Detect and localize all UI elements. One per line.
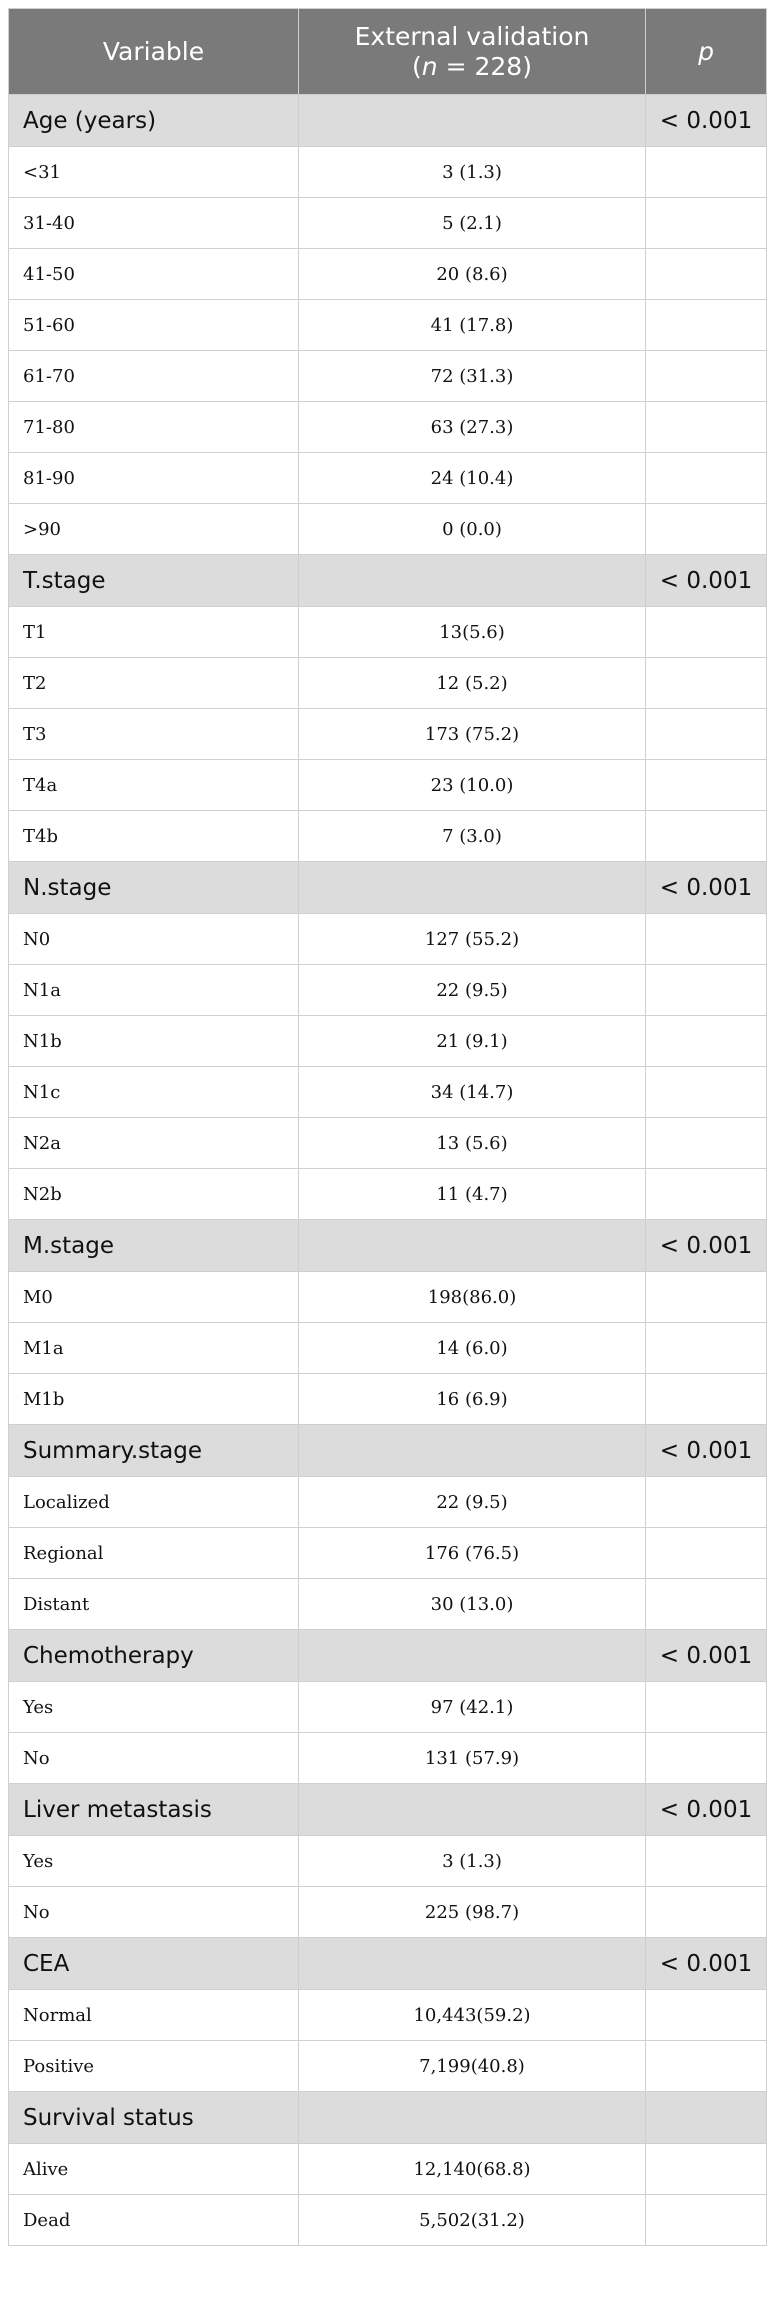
section-row: [9, 2092, 767, 2144]
section-label: M.stage: [9, 1220, 299, 1272]
section-p-value: < 0.001: [646, 1220, 767, 1272]
row-p-empty: [646, 147, 767, 198]
table-row: [9, 1733, 767, 1784]
section-label: Liver metastasis: [9, 1784, 299, 1836]
row-p-empty: [646, 1682, 767, 1733]
section-value-empty: [299, 862, 646, 914]
row-p-empty: [646, 1528, 767, 1579]
row-label: N1c: [9, 1067, 299, 1118]
row-label: 31-40: [9, 198, 299, 249]
table-row: [9, 709, 767, 760]
section-value-empty: [299, 1938, 646, 1990]
section-p-value: < 0.001: [646, 95, 767, 147]
table-row: [9, 914, 767, 965]
row-p-empty: [646, 351, 767, 402]
row-label: M1a: [9, 1323, 299, 1374]
table-row: [9, 147, 767, 198]
row-label: 41-50: [9, 249, 299, 300]
row-value: 7 (3.0): [299, 811, 646, 862]
row-p-empty: [646, 1323, 767, 1374]
table-row: [9, 1887, 767, 1938]
table-row: [9, 504, 767, 555]
row-value: 22 (9.5): [299, 1477, 646, 1528]
row-value: 173 (75.2): [299, 709, 646, 760]
row-label: T2: [9, 658, 299, 709]
section-value-empty: [299, 95, 646, 147]
section-label: N.stage: [9, 862, 299, 914]
row-label: M0: [9, 1272, 299, 1323]
row-value: 11 (4.7): [299, 1169, 646, 1220]
header-n-rest: = 228): [437, 51, 532, 81]
header-external-line1: External validation: [354, 21, 590, 51]
table-row: [9, 1067, 767, 1118]
row-p-empty: [646, 1272, 767, 1323]
row-p-empty: [646, 914, 767, 965]
row-p-empty: [646, 249, 767, 300]
row-p-empty: [646, 1374, 767, 1425]
row-p-empty: [646, 607, 767, 658]
table-row: [9, 2195, 767, 2246]
row-label: 81-90: [9, 453, 299, 504]
table-row: [9, 1528, 767, 1579]
row-label: M1b: [9, 1374, 299, 1425]
header-variable: Variable: [9, 9, 299, 95]
table-header: [9, 9, 767, 95]
row-value: 131 (57.9): [299, 1733, 646, 1784]
section-row: [9, 1425, 767, 1477]
row-p-empty: [646, 2195, 767, 2246]
section-value-empty: [299, 1425, 646, 1477]
row-label: Regional: [9, 1528, 299, 1579]
row-p-empty: [646, 709, 767, 760]
row-p-empty: [646, 2041, 767, 2092]
row-value: 10,443(59.2): [299, 1990, 646, 2041]
table-row: [9, 965, 767, 1016]
section-row: [9, 862, 767, 914]
section-label: Age (years): [9, 95, 299, 147]
table-row: [9, 1477, 767, 1528]
row-label: Yes: [9, 1836, 299, 1887]
table-row: [9, 1990, 767, 2041]
row-label: T1: [9, 607, 299, 658]
row-value: 24 (10.4): [299, 453, 646, 504]
section-row: [9, 555, 767, 607]
row-label: No: [9, 1887, 299, 1938]
row-p-empty: [646, 504, 767, 555]
section-row: [9, 1220, 767, 1272]
row-value: 12,140(68.8): [299, 2144, 646, 2195]
row-value: 5,502(31.2): [299, 2195, 646, 2246]
row-p-empty: [646, 811, 767, 862]
row-label: N2b: [9, 1169, 299, 1220]
row-value: 63 (27.3): [299, 402, 646, 453]
row-p-empty: [646, 1836, 767, 1887]
row-label: N0: [9, 914, 299, 965]
table-row: [9, 351, 767, 402]
row-value: 23 (10.0): [299, 760, 646, 811]
header-row: [9, 9, 767, 95]
table-row: [9, 658, 767, 709]
section-row: [9, 95, 767, 147]
row-label: Positive: [9, 2041, 299, 2092]
table-row: [9, 811, 767, 862]
section-label: Summary.stage: [9, 1425, 299, 1477]
row-p-empty: [646, 1887, 767, 1938]
row-label: <31: [9, 147, 299, 198]
section-label: T.stage: [9, 555, 299, 607]
table-row: [9, 1016, 767, 1067]
row-label: N1a: [9, 965, 299, 1016]
row-p-empty: [646, 1016, 767, 1067]
row-p-empty: [646, 402, 767, 453]
section-row: [9, 1784, 767, 1836]
row-label: Localized: [9, 1477, 299, 1528]
row-label: 71-80: [9, 402, 299, 453]
row-p-empty: [646, 2144, 767, 2195]
row-value: 72 (31.3): [299, 351, 646, 402]
section-value-empty: [299, 2092, 646, 2144]
row-p-empty: [646, 198, 767, 249]
section-p-value: < 0.001: [646, 1784, 767, 1836]
row-value: 0 (0.0): [299, 504, 646, 555]
table-row: [9, 198, 767, 249]
row-value: 7,199(40.8): [299, 2041, 646, 2092]
row-value: 127 (55.2): [299, 914, 646, 965]
header-p: p: [646, 9, 767, 95]
table-row: [9, 1579, 767, 1630]
section-p-value: [646, 2092, 767, 2144]
row-value: 16 (6.9): [299, 1374, 646, 1425]
table-row: [9, 1272, 767, 1323]
row-value: 198(86.0): [299, 1272, 646, 1323]
row-p-empty: [646, 453, 767, 504]
section-p-value: < 0.001: [646, 555, 767, 607]
table-container: [8, 8, 766, 2246]
section-p-value: < 0.001: [646, 1425, 767, 1477]
row-value: 20 (8.6): [299, 249, 646, 300]
row-p-empty: [646, 965, 767, 1016]
row-label: Dead: [9, 2195, 299, 2246]
row-value: 22 (9.5): [299, 965, 646, 1016]
table-row: [9, 607, 767, 658]
row-label: Yes: [9, 1682, 299, 1733]
table-row: [9, 402, 767, 453]
row-value: 3 (1.3): [299, 1836, 646, 1887]
section-row: [9, 1630, 767, 1682]
row-label: T3: [9, 709, 299, 760]
row-value: 176 (76.5): [299, 1528, 646, 1579]
row-p-empty: [646, 1477, 767, 1528]
section-row: [9, 1938, 767, 1990]
validation-table: [8, 8, 767, 2246]
table-row: [9, 1682, 767, 1733]
row-value: 21 (9.1): [299, 1016, 646, 1067]
row-p-empty: [646, 1733, 767, 1784]
section-label: CEA: [9, 1938, 299, 1990]
row-p-empty: [646, 760, 767, 811]
header-external-validation: [299, 9, 646, 95]
table-row: [9, 1323, 767, 1374]
row-value: 14 (6.0): [299, 1323, 646, 1374]
row-value: 34 (14.7): [299, 1067, 646, 1118]
row-value: 5 (2.1): [299, 198, 646, 249]
row-value: 13(5.6): [299, 607, 646, 658]
row-value: 3 (1.3): [299, 147, 646, 198]
section-p-value: < 0.001: [646, 1938, 767, 1990]
section-p-value: < 0.001: [646, 1630, 767, 1682]
row-label: No: [9, 1733, 299, 1784]
row-label: 51-60: [9, 300, 299, 351]
row-label: N2a: [9, 1118, 299, 1169]
row-value: 41 (17.8): [299, 300, 646, 351]
row-value: 30 (13.0): [299, 1579, 646, 1630]
row-label: Distant: [9, 1579, 299, 1630]
row-label: N1b: [9, 1016, 299, 1067]
section-p-value: < 0.001: [646, 862, 767, 914]
table-row: [9, 300, 767, 351]
section-value-empty: [299, 1220, 646, 1272]
section-value-empty: [299, 555, 646, 607]
row-label: >90: [9, 504, 299, 555]
row-value: 13 (5.6): [299, 1118, 646, 1169]
row-value: 97 (42.1): [299, 1682, 646, 1733]
row-label: Normal: [9, 1990, 299, 2041]
row-p-empty: [646, 658, 767, 709]
section-value-empty: [299, 1784, 646, 1836]
table-row: [9, 2041, 767, 2092]
row-label: T4a: [9, 760, 299, 811]
row-value: 225 (98.7): [299, 1887, 646, 1938]
row-p-empty: [646, 1067, 767, 1118]
table-row: [9, 453, 767, 504]
row-label: T4b: [9, 811, 299, 862]
row-label: Alive: [9, 2144, 299, 2195]
table-row: [9, 760, 767, 811]
header-n-open: (: [412, 51, 422, 81]
table-row: [9, 1374, 767, 1425]
section-label: Chemotherapy: [9, 1630, 299, 1682]
header-n-italic: n: [421, 51, 438, 81]
table-row: [9, 1836, 767, 1887]
row-p-empty: [646, 1118, 767, 1169]
table-body: [9, 95, 767, 2246]
table-row: [9, 2144, 767, 2195]
row-label: 61-70: [9, 351, 299, 402]
row-p-empty: [646, 1579, 767, 1630]
table-row: [9, 1169, 767, 1220]
row-p-empty: [646, 1990, 767, 2041]
section-label: Survival status: [9, 2092, 299, 2144]
row-p-empty: [646, 1169, 767, 1220]
table-row: [9, 249, 767, 300]
table-row: [9, 1118, 767, 1169]
section-value-empty: [299, 1630, 646, 1682]
row-p-empty: [646, 300, 767, 351]
row-value: 12 (5.2): [299, 658, 646, 709]
